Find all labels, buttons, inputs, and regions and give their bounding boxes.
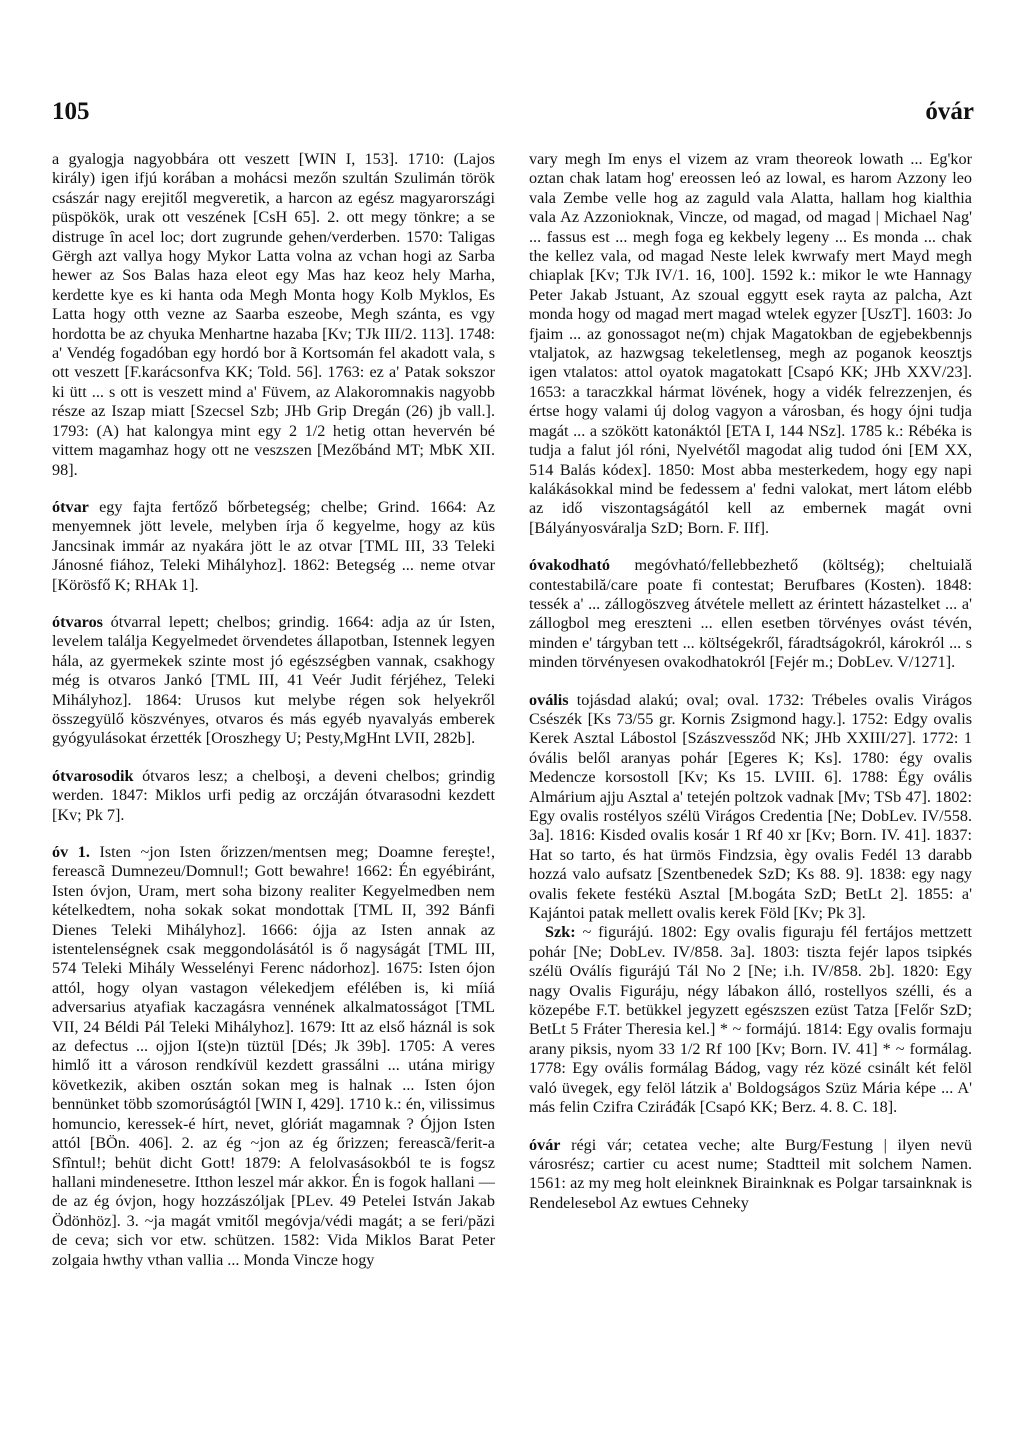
entry-body: Isten ~jon Isten őrizzen/mentsen meg; Doamne fereşte!, fereascã Dumnezeu/Domnul!; Gott bewahre! 1662: Én egyébiránt, Isten óvjon, Uram, mert soha bizony realiter Kegyelmedben nem kételkedtem, noha sokak sokat mondottak [TML II, 392 Bánfi Dienes Teleki Mihályhoz]. 1666: ójja az Isten annak az istentelenségnek csak meggondolásától is ő nagyságát [TML III, 574 Teleki Mihály Wesselényi Ferenc nádorhoz]. 1675: Isten ójon attól, hogy olyan vastagon vélekedjem efélében is, ki míiá adversarius atyafiak kaczagásra vennének alkalmatosságot [TML VII, 24 Béldi Pál Teleki Mihályhoz]. 1679: Itt az első háznál is sok az defectus ... ojjon I(ste)n tüztül [Dés; Jk 39b]. 1705: A veres himlő itt a városon rendkívül kezdett grassálni ... utána mirigy következik, akiben osztán sokan meg is halnak ... Isten ójon bennünket több szomorúságtól [WIN I, 429]. 1710 k.: én, vilissimus homuncio, keressek-é hírt, nevet, glóriát magamnak ? Ójjon Isten attól [BÖn. 406]. 2. az ég ~jon az ég őrizzen; fereascã/ferit-a Sfîntul!; behüt dicht Gott! 1879: A felolvasásokból te is fogsz hallani mindenesetre. Itthon leszel már akkor. Én is fogok hallani — de az ég óvjon, hogy hozzászóljak [PLev. 49 Petelei István Jakab Ödönhöz]. 3. ~ja magát vmitől megóvja/védi magát; a se feri/păzi de ceva; sich vor etw. schützen. 1582: Vida Miklos Barat Peter zolgaia hwthy vthan vallia ... Monda Vincze hogy: [52, 843, 496, 1269]
entry-otvaros: [52, 613, 495, 749]
page-headword: óvár: [925, 98, 974, 125]
entry-text: vary megh Im enys el vizem az vram theoreok lowath ... Eg'kor oztan chak latam hog' ereossen leó az lowal, es harom Azzony leo vala Zembe velle hog az zaguld vala Alatta, hallam hog kialthia vala Az Azzonioknak, Vincze, od magad, od magad | Michael Nag' ... fassus est ... megh foga eg kekbely legeny ... Es monda ... chak the kellez vala, od magad Neste lelek kwrwafy mert Mayd megh chiaplak [Kv; TJk IV/1. 16, 100]. 1592 k.: mikor le wte Hannagy Peter Jakab Jstuant, Az szoual eggytt esek rayta az palcha, Azt monda hogy od magad mert magad wtelek egyzer [UszT]. 1603: Jo fjaim ... az gonossagot ne(m) chjak Magatokban de egjebekbennjs vtaljatok, az hazwgsag tekeletlenseg, megh az poganok keosztjs igen vtalatos: attol oyatok magatokatt [Csapó KK; JHb XXV/23]. 1653: a taraczkkal hármat lövének, hogy a vidék felrezzenjen, és értse hogy valami új dolog vagyon a városban, és hogy ójni tudja magát ... a szökött katonáktól [ETA I, 144 NSz]. 1785 k.: Rébéka is tudja a falut jól róni, Nyelvétől magodat alig tudod óni [EM XX, 514 Balás kódex]. 1850: Most abba mesterkedem, hogy egy napi kalákásokkal mind be fedessem a' fedni valokat, mert látom elébb az idő viszontagságától kell az embernek magát ovni [Bályányosváralja SzD; Born. F. IIf].: [529, 150, 972, 537]
entry-text: [52, 767, 495, 825]
left-column: [52, 150, 495, 1288]
entry-body: ótvarral lepett; chelbos; grindig. 1664: adja az úr Isten, levelem találja Kegyelmedet örvendetes állapotban, Istennek legyen hála, az gyermekek szinte most jó egészségben vannak, csakhogy még is otvaros Jankó [TML III, 41 Veér Judit férjéhez, Teleki Mihályhoz]. 1864: Urusos kut melybe régen sok helyekről összegyülő köszvényes, otvaros és más egyéb nyavalyás emberek gyógyulásokat érzették [Oroszhegy U; Pesty,MgHnt LVII, 282b].: [52, 612, 495, 748]
entry-headword: ótvarosodik: [52, 766, 134, 785]
entry-body: ~ figurájú. 1802: Egy ovalis figuraju fél fertájos mettzett pohár [Ne; DobLev. IV/858. 3a]. 1803: tiszta fejér lapos tsipkés szélü Oválís figurájú Tál No 2 [Ne; i.h. IV/858. 2b]. 1820: Egy nagy Ovalis Figuráju, négy lábakon álló, rostellyos szélli, és a közepébe F.T. betükkel jegyzett egészszen ezüst Tatza [Felőr SzD; BetLt 5 Fráter Theresia kel.] * ~ formájú. 1814: Egy ovalis formaju arany piksis, nyom 33 1/2 Rf 100 [Kv; Born. IV. 41] * ~ formálag. 1778: Egy ovális formálag Bádog, vagy réz közé csinált két felöl való üvegek, egy felöl látzik a' Boldogságos Szüz Mária képe ... A' más felin Czifra Cziráđák [Csapó KK; Berz. 4. 8. C. 18].: [529, 923, 973, 1117]
entry-ovar: [529, 1136, 972, 1214]
right-column: [529, 150, 972, 1231]
entry-text: [529, 1136, 972, 1214]
entry-otvarosodik: [52, 767, 495, 825]
entry-continuation: [529, 150, 972, 538]
entry-text: [52, 498, 495, 595]
entry-text: [529, 691, 972, 924]
entry-ovakodhato: [529, 556, 972, 672]
entry-headword: óvár: [529, 1135, 561, 1154]
entry-headword: ovális: [529, 690, 569, 709]
entry-body: egy fajta fertőző bőrbetegség; chelbe; Grind. 1664: Az menyemnek jött levele, melyben írja ő kegyelme, hogy az küs Jancsinak immár az nyakára jött le az otvar [TML III, 33 Teleki Jánosné fiához, Teleki Mihályhoz]. 1862: Betegség ... neme otvar [Körösfő K; RHAk 1].: [52, 497, 496, 594]
entry-sub-lead: Szk:: [545, 923, 576, 942]
page-number: 105: [52, 98, 90, 125]
entry-body: megóvható/fellebbezhető (költség); cheltuială contestabilă/care poate fi contestat; Berufbares (Kosten). 1848: tessék a' ... zállogöszveg átvétele mellett az érintett házastelket ... a' zállogbol meg ereszteni ... ellen esetben törvényes ovást tévén, minden e' tárgyban tett ... költségekről, fáradtságokról, károkról ... s minden törvényesen ovakodhatokról [Fejér m.; DobLev. V/1271].: [529, 556, 973, 672]
entry-text: [529, 923, 972, 1117]
entry-body: régi vár; cetatea veche; alte Burg/Festung | ilyen nevü városrész; cartier cu acest nume; Stadtteil mit solchem Namen. 1561: az my meg holt eleinknek Birainknak es Polgar tarsainknak is Rendelesebol Az ewtues Cehneky: [529, 1135, 972, 1212]
entry-ovalis: [529, 691, 972, 924]
entry-text: [529, 556, 972, 672]
entry-ov: [52, 843, 495, 1270]
entry-body: tojásdad alakú; oval; oval. 1732: Trébeles ovalis Virágos Csészék [Ks 73/55 gr. Kornis Zsigmond hagy.]. 1752: Edgy ovalis Kerek Asztal Lábostol [Szászvessződ NK; JHb XXIII/27]. 1772: 1 óvális belől aranyas pohár [Egeres K; Ks]. 1780: égy ovalis Medencze korsostoll [Kv; Ks 15. LVIII. 6]. 1788: Égy ovális Almárium ajju Asztal a' tetején poltzok vadnak [Mv; TSb 47]. 1802: Egy ovalis rostélyos szélü Virágos Credentia [Ne; DobLev. IV/558. 3a]. 1816: Kisded ovalis kosár 1 Rf 40 xr [Kv; Born. IV. 41]. 1837: Hat so tarto, és hat ürmös Findzsia, ègy ovalis Fedél 13 darabb hozzá valo aufsatz [Szentbenedek SzD; Ks 88. 9]. 1838: egy nagy ovalis fekete festékü Asztal [M.bogáta SzD; BetLt 2]. 1855: a' Kajántoi patak mellett ovalis kerek Föld [Kv; Pk 3].: [529, 690, 972, 923]
entry-headword: óvakodható: [529, 556, 610, 575]
entry-headword: óv 1.: [52, 843, 90, 861]
entry-headword: ótvar: [52, 497, 89, 516]
entry-text: a gyalogja nagyobbára ott veszett [WIN I, 153]. 1710: (Lajos király) igen ifjú korában a mohácsi mezőn szultán Szulimán török császár nagy erejitől megveretik, a harcon az egész magyarországi püspökök, urak ott veszének [CsH 65]. 2. ott megy tönkre; a se distruge în acel loc; dort zugrunde gehen/verderben. 1570: Taligas Gërgh azt vallya hogy Mykor Latta volna az vchan hogi az Sarba hewer az Sos Balas haza eleot egy Mas haz keoz hely Marha, kerdette kye es ki hanta oda Megh Monta hogy Kolb Myklos, Es Latta hogy otth vezne az Saarba eszeobe, Megh szánta, es vgy hordotta be az chyuka Menhartne hazaba [Kv; TJk III/2. 113]. 1748: a' Vendég fogadóban egy hordó bor ã Kortsomán fel akadott vala, s ott veszett [F.karácsonfva KK; Told. 56]. 1763: ez a' Patak sokszor ki ütt ... s ott is veszett mind a' Füvem, az Alakoromnakis nagyobb része az Iszap miatt [Szecsel Szb; JHb Grip Dregán (26) jb vall.]. 1793: (A) hat kalongya mint egy 2 1/2 hetig ottan hevervén bé vittem magamhaz hogy ott ne veszszen [Mezőbánd MT; MbK XII. 98].: [52, 150, 495, 479]
entry-ovalis-szk: [529, 923, 972, 1117]
entry-continuation: [52, 150, 495, 480]
entry-text: [52, 843, 495, 1270]
entry-headword: ótvaros: [52, 612, 103, 631]
entry-body: ótvaros lesz; a chelboşi, a deveni chelbos; grindig werden. 1847: Miklos urfi pedig az orczáján ótvarasodni kezdett [Kv; Pk 7].: [52, 766, 495, 824]
entry-otvar: [52, 498, 495, 595]
entry-text: [52, 613, 495, 749]
